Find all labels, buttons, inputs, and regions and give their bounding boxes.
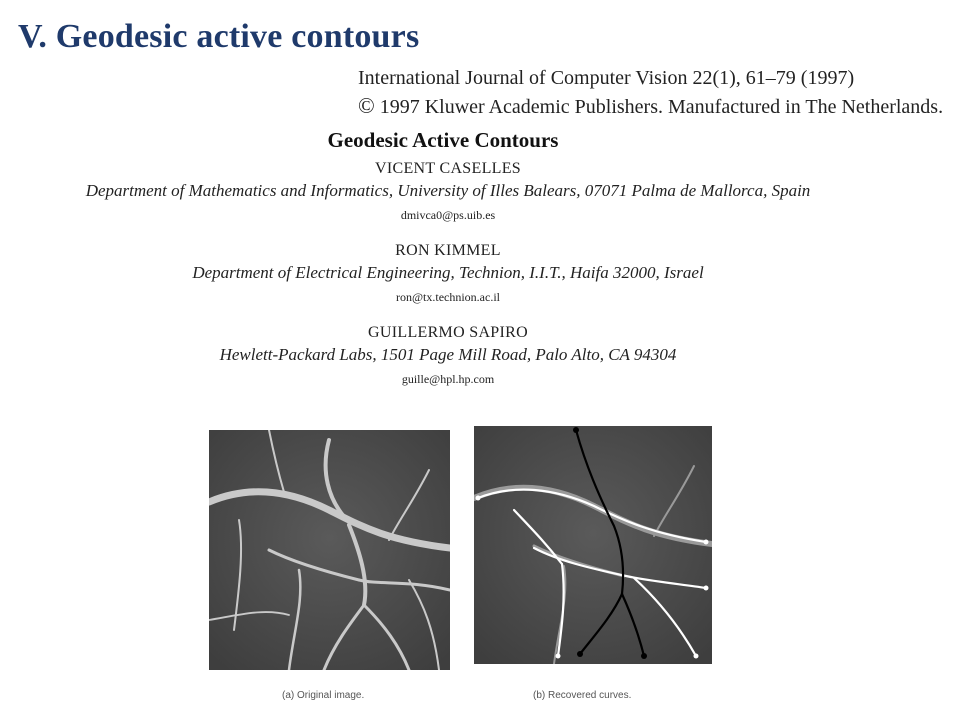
paper-title: Geodesic Active Contours bbox=[327, 128, 559, 152]
author-affiliation: Department of Mathematics and Informatics, University of Illes Balears, 07071 Palma de Mallorca, Spain bbox=[85, 181, 811, 200]
author-name: GUILLERMO SAPIRO bbox=[368, 324, 528, 341]
figure-b-caption: (b) Recovered curves. bbox=[533, 690, 632, 701]
figure-original-image bbox=[209, 430, 450, 670]
author-affiliation: Hewlett-Packard Labs, 1501 Page Mill Road, Palo Alto, CA 94304 bbox=[219, 345, 677, 364]
author-name: RON KIMMEL bbox=[395, 242, 501, 259]
copyright-text: 1997 Kluwer Academic Publishers. Manufactured in The Netherlands. bbox=[379, 96, 944, 118]
journal-header bbox=[358, 64, 943, 121]
author-email: ron@tx.technion.ac.il bbox=[395, 290, 501, 304]
journal-copyright bbox=[358, 92, 943, 121]
author-block bbox=[0, 324, 896, 387]
author-email: guille@hpl.hp.com bbox=[401, 372, 495, 386]
author-block bbox=[0, 160, 896, 223]
retina-original-svg bbox=[209, 430, 450, 670]
author-email: dmivca0@ps.uib.es bbox=[400, 208, 496, 222]
figure-recovered-curves bbox=[474, 426, 712, 664]
author-block bbox=[0, 242, 896, 305]
retina-recovered-svg bbox=[474, 426, 712, 664]
slide-title: V. Geodesic active contours bbox=[18, 18, 420, 55]
copyright-symbol: © bbox=[358, 93, 375, 118]
author-name: VICENT CASELLES bbox=[375, 160, 521, 177]
figure-a-caption: (a) Original image. bbox=[282, 690, 365, 701]
journal-citation: International Journal of Computer Vision 22(1), 61–79 (1997) bbox=[358, 67, 855, 89]
author-affiliation: Department of Electrical Engineering, Technion, I.I.T., Haifa 32000, Israel bbox=[192, 263, 704, 282]
